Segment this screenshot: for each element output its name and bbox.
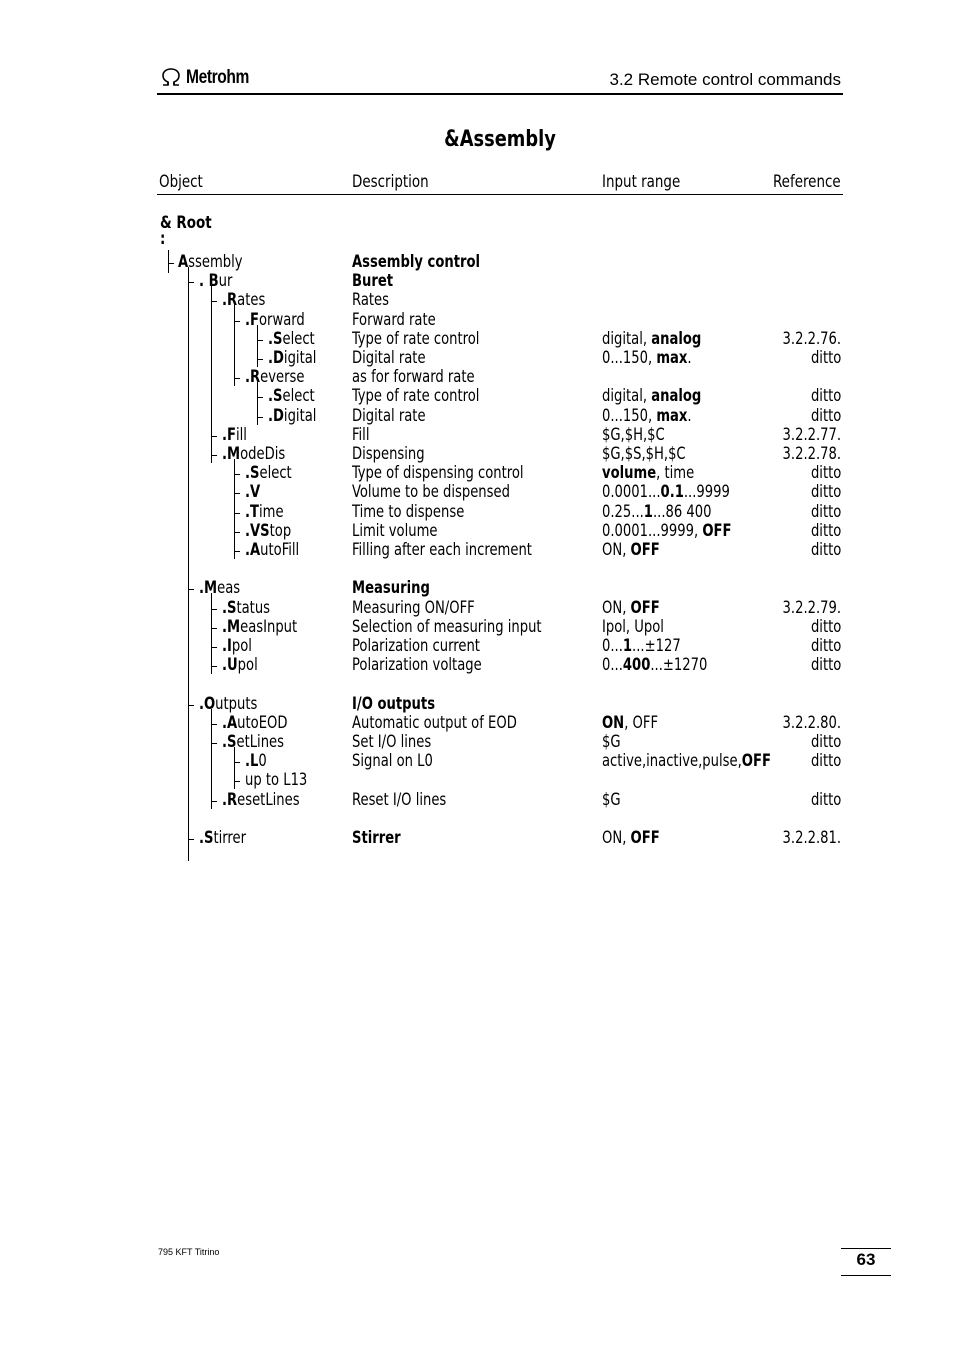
reference: 3.2.2.80. [782,712,841,733]
reference: ditto [810,636,841,656]
column-header-rule [157,194,843,195]
object-name [245,522,291,541]
table-row [0,695,954,714]
object-name-part: .S [245,463,260,484]
input-range [602,637,681,656]
object-name [245,311,305,330]
input-range [602,426,665,445]
object-name-part: .R [222,290,238,311]
object-name-part: eas [217,578,241,599]
input-range [602,733,621,752]
input-range-part: analog [651,328,702,349]
input-range-part: ...±127 [632,636,681,656]
input-range-part: ...±1270 [650,655,708,676]
input-range-part: max [656,348,688,368]
header-rule [157,93,843,95]
reference: ditto [810,348,841,368]
table-row [0,368,954,387]
tree-line [234,747,235,789]
input-range-part: $G,$H,$C [602,424,665,445]
table-row [0,829,954,848]
reference: ditto [810,540,841,560]
input-range-part: 0.0001... [602,482,661,503]
object-description: Automatic output of EOD [352,712,517,733]
object-description: Limit volume [352,520,438,541]
object-name-part: .V [245,482,261,503]
column-header-object: Object [159,172,203,192]
table-row [0,330,954,349]
input-range-part: . [687,405,692,426]
input-range-part: 0...150, [602,405,657,426]
object-name-part: .A [222,712,238,733]
object-name-part: .S [199,828,214,848]
input-range-part: $G,$S,$H,$C [602,444,686,464]
object-name [222,714,288,733]
object-description: Fill [352,424,370,445]
object-description: Set I/O lines [352,732,432,752]
reference: ditto [810,732,841,752]
input-range-part: ON [602,712,625,733]
table-row [0,349,954,368]
table-row [0,253,954,272]
object-name [199,829,246,848]
input-range [602,349,692,368]
brand-logo [160,66,263,90]
section-title: 3.2 Remote control commands [609,70,841,89]
input-range-part: OFF [702,520,732,541]
object-name-part: .I [222,636,232,656]
object-name-part: tatus [236,597,271,618]
object-name-part: 0 [258,751,267,772]
tree-line [211,709,212,809]
input-range-part: $G [602,789,621,810]
input-range [602,618,664,637]
object-description: Forward rate [352,309,436,330]
reference: ditto [810,616,841,637]
input-range-part: 0.1 [660,482,684,503]
table-row [0,311,954,330]
input-range-part: 0... [602,636,623,656]
object-name-part: .D [268,348,284,368]
object-description: Polarization current [352,636,480,656]
object-name-part: .T [245,501,259,522]
tree-line [211,286,212,463]
input-range-part: 0.0001...9999, [602,520,703,541]
object-name [268,407,316,426]
input-range-part: volume [602,463,657,484]
object-name-part: .U [222,655,238,676]
input-range-part: . [687,348,692,368]
input-range [602,599,660,618]
object-description: Filling after each increment [352,540,532,560]
input-range [602,541,660,560]
input-range-part: ...9999 [683,482,730,503]
object-name [222,791,300,810]
tree-line [257,382,258,424]
input-range [602,656,707,675]
object-name-part: utoFill [260,540,300,560]
input-range [602,791,621,810]
table-row [0,291,954,310]
column-header-reference: Reference [773,172,841,192]
object-description: I/O outputs [352,693,436,714]
reference: ditto [810,789,841,810]
tree-line [234,305,235,386]
reference: ditto [810,386,841,407]
input-range [602,714,658,733]
object-description: Type of rate control [352,386,480,407]
input-range [602,483,730,502]
table-row [0,503,954,522]
object-name [199,272,232,291]
object-name-part: up to L13 [245,770,308,791]
table-row [0,426,954,445]
input-range-part: digital, [602,328,652,349]
input-range [602,464,694,483]
input-range [602,330,701,349]
input-range [602,829,660,848]
input-range-part: max [656,405,688,426]
page-number-rule-top [841,1248,891,1249]
object-name [199,695,257,714]
input-range-part: , time [656,463,695,484]
object-name [245,541,299,560]
object-name-part: A [178,252,189,272]
reference: ditto [810,501,841,522]
table-row [0,714,954,733]
object-name-part: orward [258,309,305,330]
object-name [268,330,315,349]
input-range-part: OFF [630,540,660,560]
reference: 3.2.2.81. [782,828,841,848]
table-row [0,771,954,790]
reference: ditto [810,405,841,426]
object-description: Volume to be dispensed [352,482,510,503]
omega-icon [160,68,182,88]
input-range [602,445,686,464]
object-name [245,368,304,387]
object-name-part: .M [199,578,218,599]
object-name-part: .R [222,789,238,810]
column-header-description: Description [352,172,429,192]
object-name-part: igital [283,348,317,368]
reference: ditto [810,463,841,484]
table-row [0,522,954,541]
input-range [602,522,732,541]
object-name-part: utoEOD [237,712,288,733]
object-name-part: top [269,520,292,541]
reference: 3.2.2.79. [782,597,841,618]
reference: ditto [810,482,841,503]
object-name-part: .S [222,597,237,618]
page-number-rule-bottom [841,1275,891,1276]
object-description: Time to dispense [352,501,465,522]
object-name-part: easInput [240,616,298,637]
table-row [0,387,954,406]
object-description: Stirrer [352,828,401,848]
input-range [602,752,771,771]
object-name [222,426,247,445]
object-name-part: . B [199,271,219,292]
table-row [0,791,954,810]
input-range-part: Ipol, Upol [602,616,664,637]
object-description: Polarization voltage [352,655,482,676]
object-name-part: igital [283,405,317,426]
input-range-part: ...86 400 [652,501,712,522]
input-range-part: $G [602,732,621,752]
object-name-part: .A [245,540,261,560]
tree-line [211,593,212,674]
table-row [0,733,954,752]
object-name [268,349,316,368]
input-range-part: OFF [741,751,771,772]
column-header-input-range: Input range [602,172,681,192]
object-name-part: .S [268,328,283,349]
table-row [0,541,954,560]
object-name-part: .O [199,693,216,714]
input-range-part: 400 [622,655,651,676]
object-name-part: ur [218,271,233,292]
table-row [0,445,954,464]
object-name-part: .R [245,367,261,388]
object-description: Measuring [352,578,430,599]
brand-name: Metrohm [186,67,249,88]
object-description: Type of rate control [352,328,480,349]
input-range-part: 1 [622,636,633,656]
table-row [0,407,954,426]
object-name-part: .F [222,424,236,445]
object-name-part: .M [222,616,241,637]
object-description: Digital rate [352,405,426,426]
object-name-part: .F [245,309,259,330]
tree-line [188,267,189,861]
table-row [0,618,954,637]
table-row [0,272,954,291]
object-name-part: pol [231,636,252,656]
object-name [222,656,258,675]
object-name [268,387,315,406]
input-range [602,503,712,522]
tree-line [168,250,169,273]
page-number: 63 [856,1250,876,1269]
object-name [199,579,240,598]
input-range-part: ON, [602,828,631,848]
input-range-part: 0.25... [602,501,644,522]
tree-line [257,325,258,367]
object-name-part: .S [222,732,237,752]
page-title: &Assembly [444,127,556,152]
object-name [245,464,292,483]
object-name-part: .L [245,751,259,772]
input-range-part: OFF [630,828,660,848]
object-description: Digital rate [352,348,426,368]
table-row [0,656,954,675]
tree-line [234,459,235,559]
object-name-part: .S [268,386,283,407]
table-row [0,579,954,598]
object-description: Rates [352,290,389,311]
input-range-part: OFF [630,597,660,618]
input-range-part: ON, [602,540,631,560]
input-range-part: ON, [602,597,631,618]
object-name [245,503,284,522]
object-name [222,291,265,310]
reference: 3.2.2.77. [782,424,841,445]
object-name [222,733,284,752]
object-description: Reset I/O lines [352,789,447,810]
object-description: Buret [352,271,394,292]
reference: 3.2.2.78. [782,444,841,464]
table-row [0,637,954,656]
object-name-part: .VS [245,520,270,541]
reference: ditto [810,655,841,676]
object-name [222,618,297,637]
object-description: Signal on L0 [352,751,433,772]
object-name [222,637,252,656]
object-description: Dispensing [352,444,425,464]
object-name-part: ill [235,424,247,445]
root-label: & Root [160,213,212,233]
object-name-part: utputs [215,693,258,714]
input-range [602,407,692,426]
object-name [245,771,307,790]
object-name-part: .D [268,405,284,426]
object-name-part: tirrer [213,828,247,848]
table-row [0,752,954,771]
root-dots: : [160,229,166,249]
object-description: Selection of measuring input [352,616,542,637]
object-name-part: ime [258,501,284,522]
object-name-part: ssembly [188,252,243,272]
object-description: Measuring ON/OFF [352,597,475,618]
object-description: as for forward rate [352,367,475,388]
input-range-part: active,inactive,pulse, [602,751,742,772]
object-name-part: .M [222,444,241,464]
reference: ditto [810,520,841,541]
object-name-part: elect [282,328,315,349]
object-name [222,599,270,618]
object-name-part: etLines [236,732,284,752]
reference: ditto [810,751,841,772]
input-range-part: 0...150, [602,348,657,368]
input-range-part: 1 [643,501,653,522]
input-range-part: analog [651,386,702,407]
table-row [0,483,954,502]
object-name-part: odeDis [240,444,286,464]
input-range-part: digital, [602,386,652,407]
reference: 3.2.2.76. [782,328,841,349]
object-name-part: esetLines [237,789,300,810]
object-name [245,752,267,771]
object-name-part: ates [237,290,266,311]
input-range-part: 0... [602,655,623,676]
object-name [222,445,285,464]
table-row [0,464,954,483]
object-name-part: elect [259,463,292,484]
object-name-part: pol [237,655,258,676]
input-range [602,387,701,406]
object-description: Type of dispensing control [352,463,524,484]
object-description: Assembly control [352,252,481,272]
input-range-part: , OFF [624,712,659,733]
footer-product: 795 KFT Titrino [158,1247,220,1257]
object-name-part: elect [282,386,315,407]
object-name-part: everse [260,367,305,388]
table-row [0,599,954,618]
object-name [245,483,260,502]
